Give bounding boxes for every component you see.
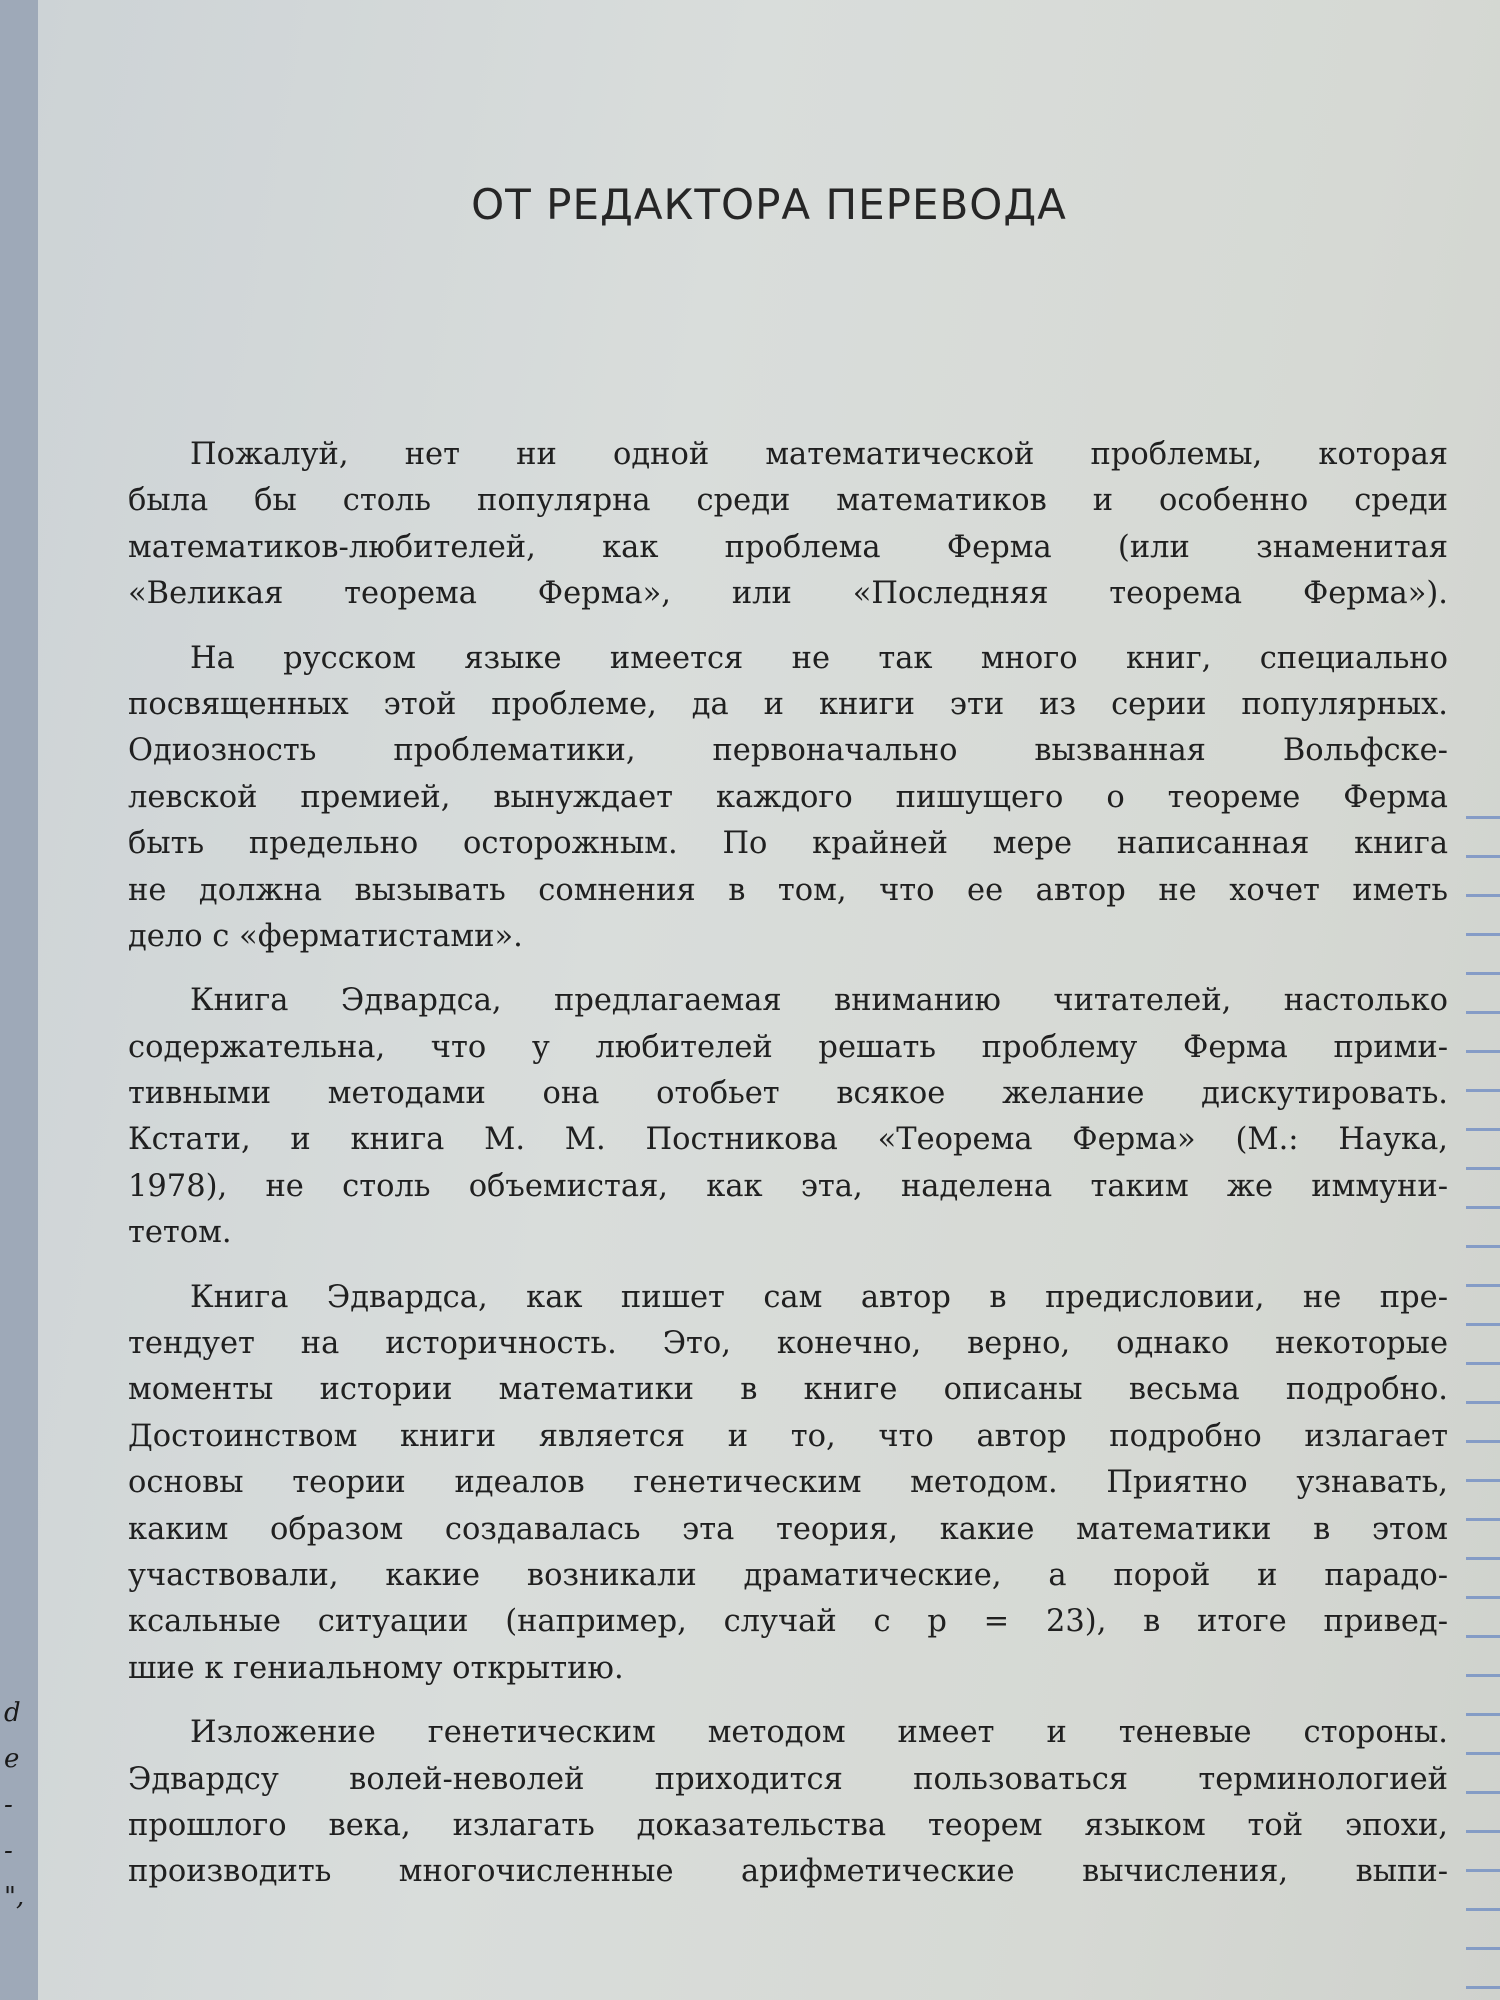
text-line: «Великая теорема Ферма», или «Последняя теорема Ферма»). — [128, 576, 1448, 612]
text-line: На русском языке имеется не так много книг, специально — [190, 640, 1448, 676]
paragraph-5 — [128, 1710, 1448, 1896]
text-line: математиков-любителей, как проблема Ферма (или знаменитая — [128, 529, 1448, 565]
text-line: тетом. — [128, 1215, 232, 1251]
text-line: посвященных этой проблеме, да и книги эти из серии популярных. — [128, 686, 1448, 722]
text-line: тендует на историчность. Это, конечно, верно, однако некоторые — [128, 1326, 1448, 1362]
text-line: Достоинством книги является и то, что автор подробно излагает — [128, 1418, 1448, 1454]
adjacent-page-edge — [4, 1690, 24, 1920]
text-line: тивными методами она отобьет всякое желание дискутировать. — [128, 1076, 1448, 1112]
margin-mark: d — [4, 1698, 21, 1728]
text-line: не должна вызывать сомнения в том, что ее автор не хочет иметь — [128, 872, 1448, 908]
text-line: левской премией, вынуждает каждого пишущего о теореме Ферма — [128, 779, 1448, 815]
margin-mark: ", — [4, 1882, 25, 1912]
text-line: была бы столь популярна среди математиков и особенно среди — [128, 483, 1448, 519]
text-line: основы теории идеалов генетическим методом. Приятно узнавать, — [128, 1465, 1448, 1501]
paragraph-3 — [128, 978, 1448, 1256]
text-line: прошлого века, излагать доказательства теорем языком той эпохи, — [128, 1807, 1448, 1843]
text-line: Книга Эдвардса, предлагаемая вниманию читателей, настолько — [190, 983, 1448, 1019]
text-line: моменты истории математики в книге описаны весьма подробно. — [128, 1372, 1448, 1408]
text-line: Пожалуй, нет ни одной математической проблемы, которая — [190, 437, 1448, 472]
text-line: быть предельно осторожным. По крайней мере написанная книга — [128, 826, 1448, 862]
margin-mark: - — [4, 1790, 13, 1820]
text-line: Эдвардсу волей-неволей приходится пользоваться терминологией — [128, 1761, 1448, 1797]
text-line: содержательна, что у любителей решать проблему Ферма прими- — [128, 1029, 1448, 1065]
margin-mark: e — [4, 1744, 20, 1774]
text-line: дело с «ферматистами». — [128, 918, 523, 954]
notebook-lines-edge — [1466, 780, 1500, 2000]
paragraph-4 — [128, 1275, 1448, 1693]
body-text — [128, 432, 1448, 1914]
text-line: шие к гениальному открытию. — [128, 1650, 624, 1686]
paragraph-1 — [128, 432, 1448, 618]
text-line: Одиозность проблематики, первоначально вызванная Вольфске- — [128, 733, 1448, 769]
text-line: 1978), не столь объемистая, как эта, наделена таким же иммуни- — [128, 1168, 1448, 1204]
text-line: Кстати, и книга М. М. Постникова «Теорема Ферма» (М.: Наука, — [128, 1122, 1448, 1158]
text-line: Изложение генетическим методом имеет и теневые стороны. — [190, 1715, 1448, 1751]
text-line: участвовали, какие возникали драматические, а порой и парадо- — [128, 1557, 1448, 1593]
text-line: производить многочисленные арифметические вычисления, выпи- — [128, 1854, 1448, 1890]
page-heading: ОТ РЕДАКТОРА ПЕРЕВОДА — [471, 180, 1067, 229]
text-line: ксальные ситуации (например, случай с p = 23), в итоге привед- — [128, 1604, 1448, 1640]
paragraph-2 — [128, 636, 1448, 961]
margin-mark: - — [4, 1836, 13, 1866]
book-page — [38, 0, 1500, 2000]
text-line: каким образом создавалась эта теория, какие математики в этом — [128, 1511, 1448, 1547]
text-line: Книга Эдвардса, как пишет сам автор в предисловии, не пре- — [190, 1279, 1448, 1315]
